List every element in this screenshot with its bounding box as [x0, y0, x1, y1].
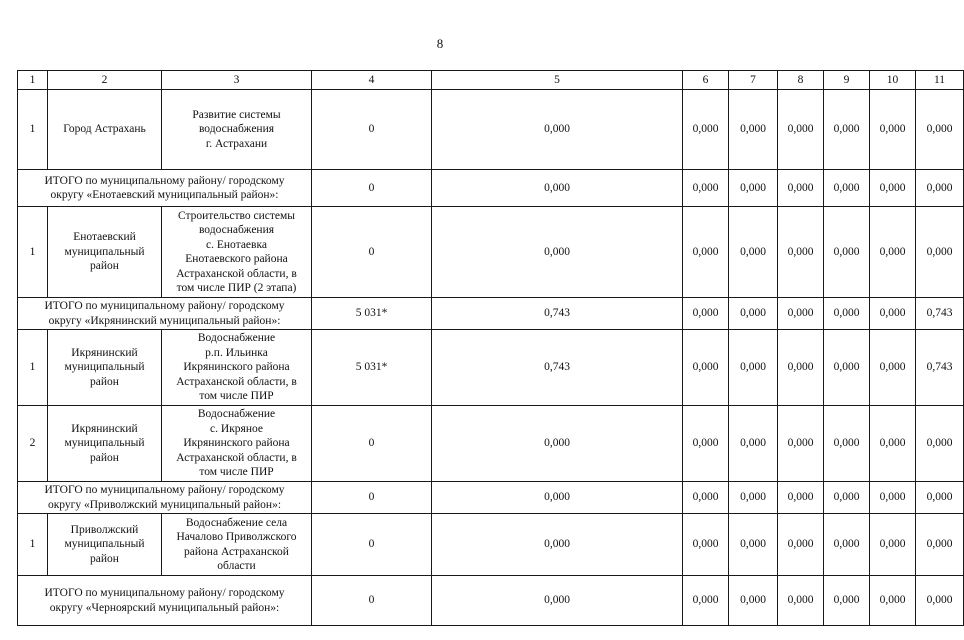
total-label: ИТОГО по муниципальному району/ городскому округу «Черноярский муниципальный район»:	[18, 576, 312, 626]
financing-table	[17, 70, 964, 626]
page-number: 8	[436, 36, 444, 51]
value-cell: 5 031*	[312, 330, 432, 406]
value-cell: 0	[312, 207, 432, 298]
value-cell: 0,000	[683, 330, 729, 406]
value-cell: 0,000	[870, 90, 916, 170]
value-cell: 0,000	[729, 514, 778, 576]
value-cell: 0,000	[778, 330, 824, 406]
object-name: Строительство системы водоснабжения с. Енотаевка Енотаевского района Астраханской области, в том числе ПИР (2 этапа)	[162, 207, 312, 298]
value-cell: 0,000	[683, 406, 729, 482]
value-cell: 0,000	[916, 90, 964, 170]
value-cell: 0,000	[824, 576, 870, 626]
value-cell: 0	[312, 514, 432, 576]
value-cell: 0,000	[778, 482, 824, 514]
table-row	[18, 90, 964, 170]
value-cell: 5 031*	[312, 298, 432, 330]
value-cell: 0,000	[729, 90, 778, 170]
value-cell: 0,000	[916, 406, 964, 482]
column-number-cell: 9	[824, 71, 870, 90]
value-cell: 0,000	[778, 170, 824, 207]
value-cell: 0,000	[683, 170, 729, 207]
value-cell: 0,000	[432, 482, 683, 514]
value-cell: 0,000	[870, 170, 916, 207]
value-cell: 0,000	[729, 330, 778, 406]
value-cell: 0,743	[432, 298, 683, 330]
column-number-cell: 10	[870, 71, 916, 90]
value-cell: 0,000	[916, 170, 964, 207]
value-cell: 0,000	[729, 298, 778, 330]
column-number-cell: 3	[162, 71, 312, 90]
value-cell: 0,000	[683, 514, 729, 576]
value-cell: 0,000	[916, 514, 964, 576]
value-cell: 0	[312, 576, 432, 626]
value-cell: 0,743	[916, 298, 964, 330]
value-cell: 0,000	[432, 514, 683, 576]
total-label: ИТОГО по муниципальному району/ городскому округу «Икрянинский муниципальный район»:	[18, 298, 312, 330]
district-name: Енотаевский муниципальный район	[48, 207, 162, 298]
district-name: Икрянинский муниципальный район	[48, 406, 162, 482]
value-cell: 0,000	[824, 514, 870, 576]
value-cell: 0,000	[916, 482, 964, 514]
value-cell: 0,000	[683, 207, 729, 298]
value-cell: 0,000	[870, 576, 916, 626]
value-cell: 0,743	[432, 330, 683, 406]
total-label: ИТОГО по муниципальному району/ городскому округу «Приволжский муниципальный район»:	[18, 482, 312, 514]
value-cell: 0,000	[778, 406, 824, 482]
value-cell: 0,000	[916, 576, 964, 626]
district-name: Приволжский муниципальный район	[48, 514, 162, 576]
value-cell: 0	[312, 482, 432, 514]
table-row	[18, 514, 964, 576]
value-cell: 0,000	[870, 330, 916, 406]
column-number-cell: 11	[916, 71, 964, 90]
value-cell: 0,000	[870, 406, 916, 482]
row-number: 1	[18, 330, 48, 406]
value-cell: 0	[312, 170, 432, 207]
value-cell: 0,000	[729, 170, 778, 207]
value-cell: 0,000	[778, 207, 824, 298]
value-cell: 0,000	[778, 298, 824, 330]
column-number-cell: 1	[18, 71, 48, 90]
value-cell: 0,000	[824, 330, 870, 406]
district-name: Икрянинский муниципальный район	[48, 330, 162, 406]
object-name: Водоснабжение села Началово Приволжского района Астраханской области	[162, 514, 312, 576]
column-number-cell: 5	[432, 71, 683, 90]
value-cell: 0,000	[729, 482, 778, 514]
row-number: 2	[18, 406, 48, 482]
row-number: 1	[18, 90, 48, 170]
value-cell: 0,000	[870, 207, 916, 298]
value-cell: 0,743	[916, 330, 964, 406]
value-cell: 0,000	[683, 90, 729, 170]
value-cell: 0,000	[824, 90, 870, 170]
table-row	[18, 406, 964, 482]
value-cell: 0,000	[824, 406, 870, 482]
object-name: Водоснабжение с. Икряное Икрянинского района Астраханской области, в том числе ПИР	[162, 406, 312, 482]
column-number-cell: 7	[729, 71, 778, 90]
column-number-cell: 6	[683, 71, 729, 90]
header-row	[18, 71, 964, 90]
value-cell: 0,000	[432, 406, 683, 482]
value-cell: 0,000	[432, 576, 683, 626]
value-cell: 0,000	[729, 207, 778, 298]
object-name: Водоснабжение р.п. Ильинка Икрянинского района Астраханской области, в том числе ПИР	[162, 330, 312, 406]
value-cell: 0,000	[778, 90, 824, 170]
column-number-cell: 2	[48, 71, 162, 90]
column-number-cell: 4	[312, 71, 432, 90]
value-cell: 0,000	[683, 482, 729, 514]
value-cell: 0,000	[870, 482, 916, 514]
value-cell: 0,000	[824, 482, 870, 514]
value-cell: 0	[312, 406, 432, 482]
total-row	[18, 298, 964, 330]
object-name: Развитие системы водоснабжения г. Астрахани	[162, 90, 312, 170]
value-cell: 0,000	[729, 576, 778, 626]
value-cell: 0,000	[778, 576, 824, 626]
column-number-cell: 8	[778, 71, 824, 90]
row-number: 1	[18, 207, 48, 298]
value-cell: 0,000	[778, 514, 824, 576]
value-cell: 0,000	[870, 298, 916, 330]
value-cell: 0,000	[683, 576, 729, 626]
table-row	[18, 207, 964, 298]
value-cell: 0,000	[916, 207, 964, 298]
value-cell: 0,000	[432, 170, 683, 207]
total-label: ИТОГО по муниципальному району/ городскому округу «Енотаевский муниципальный район»:	[18, 170, 312, 207]
value-cell: 0,000	[870, 514, 916, 576]
value-cell: 0,000	[432, 90, 683, 170]
row-number: 1	[18, 514, 48, 576]
value-cell: 0	[312, 90, 432, 170]
total-row	[18, 170, 964, 207]
value-cell: 0,000	[729, 406, 778, 482]
value-cell: 0,000	[824, 298, 870, 330]
district-name: Город Астрахань	[48, 90, 162, 170]
total-row	[18, 482, 964, 514]
value-cell: 0,000	[824, 170, 870, 207]
value-cell: 0,000	[432, 207, 683, 298]
value-cell: 0,000	[683, 298, 729, 330]
total-row	[18, 576, 964, 626]
table-row	[18, 330, 964, 406]
value-cell: 0,000	[824, 207, 870, 298]
